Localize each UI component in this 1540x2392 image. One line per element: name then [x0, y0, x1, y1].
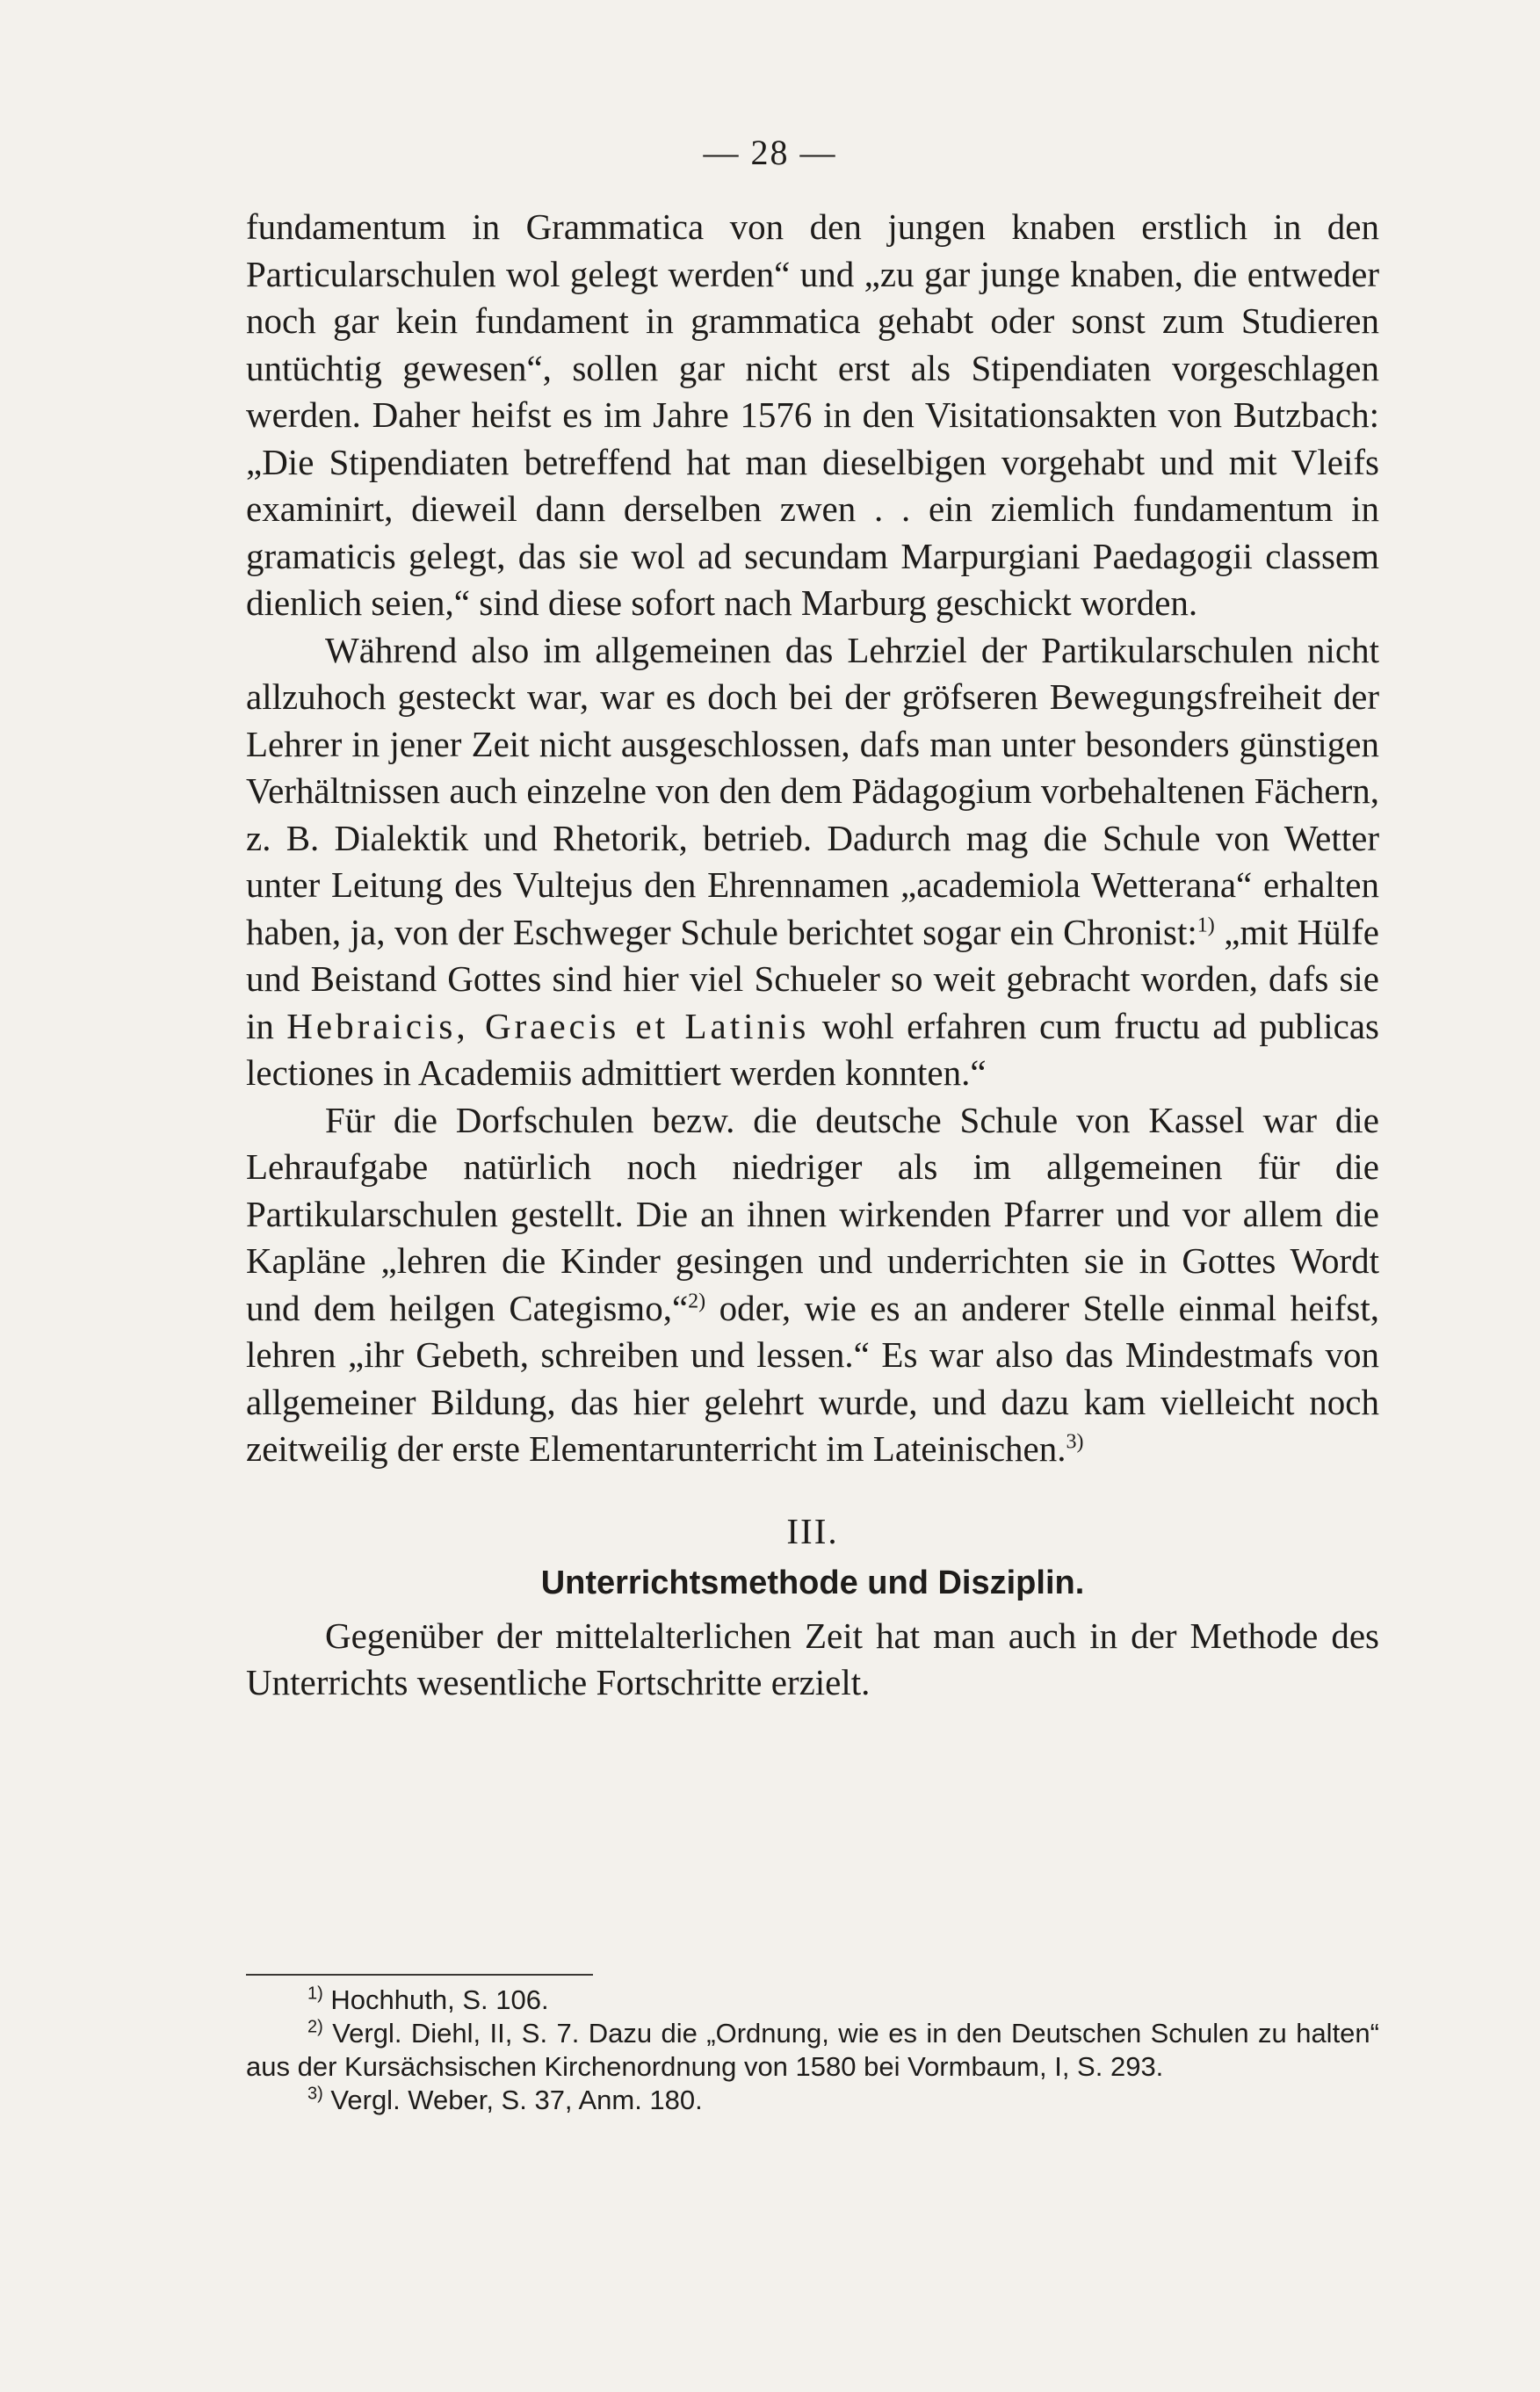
section-number: III. — [786, 1510, 839, 1551]
footnote-3-mark: 3) — [307, 2084, 323, 2104]
footnote-2 — [246, 2017, 1379, 2084]
footnotes — [246, 1984, 1379, 2117]
body-text — [246, 204, 1379, 1707]
footnote-1-mark: 1) — [307, 1984, 323, 2004]
paragraph-3-text-b: oder, wie es an anderer Stelle einmal heifst, lehren „ihr Gebeth, schreiben und lessen.“ Es war also das Mindestmafs von allgemeiner Bildung, das hier gelehrt wurde, und dazu kam vielleicht noch zeitweilig der erste Elementarunterricht im Lateinischen. — [246, 1287, 1380, 1469]
section-title: Unterrichtsmethode und Disziplin. — [540, 1565, 1085, 1601]
paragraph-3-text-a: Für die Dorfschulen bezw. die deutsche Schule von Kassel war die Lehraufgabe natürlich noch niedriger als im allgemeinen für die Partikularschulen gestellt. Die an ihnen wirkenden Pfarrer und vor allem die Kapläne „lehren die Kinder gesingen und underrichten sie in Gottes Wordt und dem heilgen Categismo,“ — [246, 1099, 1379, 1328]
paragraph-2-text-c: wohl erfahren cum fructu ad publicas lectiones in Academiis admittiert werden konnten.“ — [246, 1005, 1379, 1093]
footnote-2-mark: 2) — [307, 2017, 323, 2037]
footnote-ref-1: 1) — [1197, 913, 1215, 936]
paragraph-2 — [246, 627, 1379, 1097]
footnote-ref-2: 2) — [688, 1289, 706, 1312]
paragraph-2-text-b: „mit Hülfe und Beistand Gottes sind hier viel Schueler so weit gebracht worden, dafs sie in — [246, 911, 1379, 1046]
footnote-1 — [246, 1984, 1379, 2017]
footnote-1-text: Hochhuth, S. 106. — [322, 1984, 549, 2015]
paragraph-3 — [246, 1097, 1379, 1473]
paragraph-1: fundamentum in Grammatica von den jungen knaben erstlich in den Particularschulen wol gelegt werden“ und „zu gar junge knaben, die entweder noch gar kein fundament in grammatica gehabt oder sonst zum Studieren untüchtig gewesen“, sollen gar nicht erst als Stipendiaten vorgeschlagen werden. Daher heifst es im Jahre 1576 in den Visitationsakten von Butzbach: „Die Stipendiaten betreffend hat man dieselbigen vorgehabt und mit Vleifs examinirt, dieweil dann derselben zwen . . ein ziemlich fundamentum in gramaticis gelegt, das sie wol ad secundam Marpurgiani Paedagogii classem dienlich seien,“ sind diese sofort nach Marburg geschickt worden. — [246, 206, 1379, 623]
footnote-2-text: Vergl. Diehl, II, S. 7. Dazu die „Ordnung, wie es in den Deutschen Schulen zu halten“ aus der Kursächsischen Kirchenordnung von 1580 bei Vormbaum, I, S. 293. — [246, 2018, 1379, 2082]
paragraph-2-spaced-text: Hebraicis, Graecis et Latinis — [286, 1005, 810, 1046]
paragraph-2-text-a: Während also im allgemeinen das Lehrziel der Partikularschulen nicht allzuhoch gesteckt war, war es doch bei der gröfseren Bewegungsfreiheit der Lehrer in jener Zeit nicht ausgeschlossen, dafs man unter besonders günstigen Verhältnissen auch einzelne von den dem Pädagogium vorbehaltenen Fächern, z. B. Dialektik und Rhetorik, betrieb. Dadurch mag die Schule von Wetter unter Leitung des Vultejus den Ehrennamen „academiola Wetterana“ erhalten haben, ja, von der Eschweger Schule berichtet sogar ein Chronist: — [246, 629, 1379, 952]
page-number: — 28 — — [703, 133, 837, 172]
footnote-3 — [246, 2084, 1379, 2117]
footnote-3-text: Vergl. Weber, S. 37, Anm. 180. — [322, 2085, 703, 2115]
footnote-ref-3: 3) — [1066, 1430, 1084, 1454]
section-intro-paragraph: Gegenüber der mittelalterlichen Zeit hat man auch in der Methode des Unterrichts wesentliche Fortschritte erzielt. — [246, 1615, 1379, 1702]
footnote-divider — [246, 1974, 593, 1976]
